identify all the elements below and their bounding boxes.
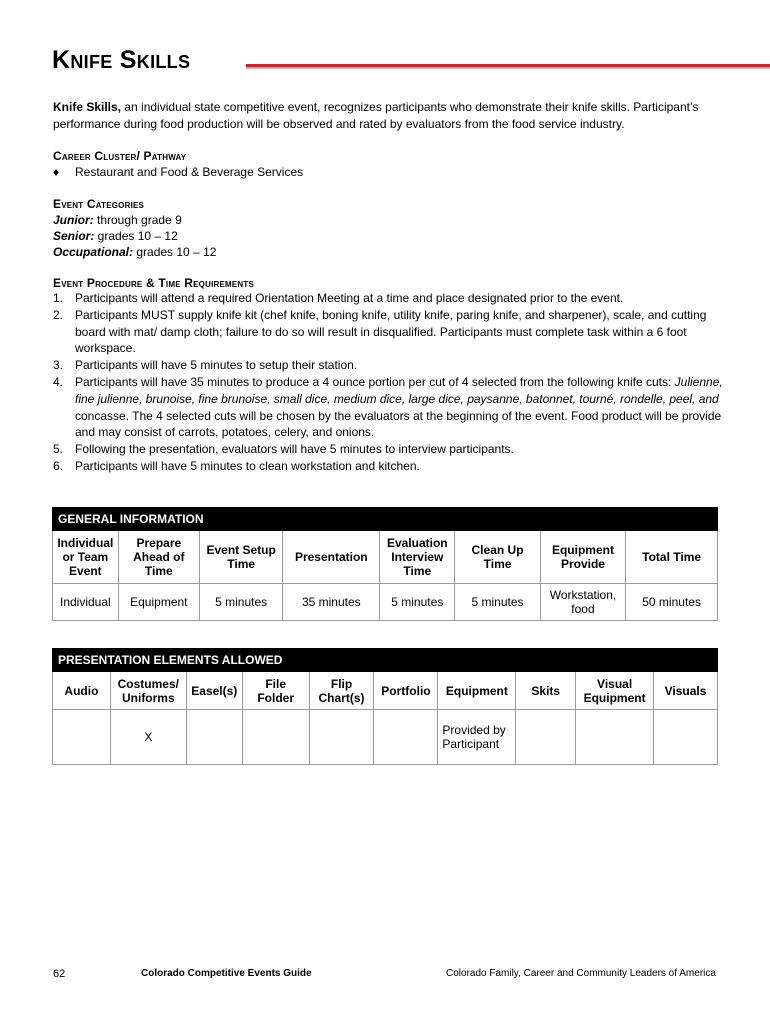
title-rule-shadow bbox=[246, 67, 770, 69]
table-cell bbox=[374, 710, 438, 765]
table-cell: 5 minutes bbox=[380, 584, 455, 621]
column-header: Evaluation Interview Time bbox=[380, 531, 455, 584]
column-header: Visuals bbox=[654, 672, 718, 710]
page-number: 62 bbox=[53, 968, 66, 980]
column-header: Equipment Provide bbox=[540, 531, 625, 584]
column-header: Presentation bbox=[283, 531, 380, 584]
career-item bbox=[53, 164, 303, 180]
title-rule bbox=[246, 64, 770, 67]
table-cell bbox=[53, 710, 111, 765]
column-header: Skits bbox=[516, 672, 576, 710]
career-item-text: Restaurant and Food & Beverage Services bbox=[75, 165, 304, 179]
table-cell: Individual bbox=[53, 584, 119, 621]
intro-bold: Knife Skills, bbox=[53, 100, 122, 114]
procedure-item: 1. Participants will attend a required Orientation Meeting at a time and place designated prior to the event. bbox=[53, 291, 624, 305]
column-header: Equipment bbox=[438, 672, 516, 710]
procedure-item: 3. Participants will have 5 minutes to setup their station. bbox=[53, 358, 358, 373]
categories-heading: Event Categories bbox=[53, 197, 145, 211]
category-junior: Junior: through grade 9 bbox=[53, 213, 182, 227]
procedure-item: 6. Participants will have 5 minutes to clean workstation and kitchen. bbox=[53, 458, 420, 473]
general-info-heading: GENERAL INFORMATION bbox=[53, 508, 718, 531]
table-cell bbox=[516, 710, 576, 765]
presentation-elements-table bbox=[52, 648, 718, 765]
intro-text: an individual state competitive event, recognizes participants who demonstrate their knife skills. Participant’s performance during food production will be observed and rated by evaluators from the food service industry. bbox=[53, 100, 699, 131]
column-header: File Folder bbox=[242, 672, 309, 710]
column-header: Easel(s) bbox=[186, 672, 242, 710]
diamond-bullet-icon: ♦ bbox=[53, 165, 60, 179]
table-cell bbox=[654, 710, 718, 765]
table-cell: 5 minutes bbox=[199, 584, 282, 621]
column-header: Visual Equipment bbox=[576, 672, 654, 710]
category-senior: Senior: grades 10 – 12 bbox=[53, 229, 178, 243]
column-header: Costumes/ Uniforms bbox=[110, 672, 186, 710]
page-title: Knife Skills bbox=[52, 46, 191, 74]
procedure-item: 5. Following the presentation, evaluators will have 5 minutes to interview participants. bbox=[53, 442, 514, 457]
table-cell bbox=[186, 710, 242, 765]
table-cell bbox=[309, 710, 374, 765]
table-cell: 50 minutes bbox=[626, 584, 718, 621]
procedure-item: 2. Participants MUST supply knife kit (chef knife, boning knife, utility knife, paring knife, and sharpener), scale, and cutting board with mat/ damp cloth; failure to do so will result in disqualified. Participants must complete task within a 6 foot workspace. bbox=[53, 307, 707, 356]
table-cell: X bbox=[110, 710, 186, 765]
table-cell: Equipment bbox=[118, 584, 199, 621]
table-cell bbox=[576, 710, 654, 765]
column-header: Clean Up Time bbox=[455, 531, 540, 584]
procedure-list bbox=[53, 290, 733, 475]
table-cell: Workstation, food bbox=[540, 584, 625, 621]
intro-paragraph bbox=[53, 99, 743, 133]
footer-organization: Colorado Family, Career and Community Leaders of America bbox=[446, 968, 716, 979]
column-header: Individual or Team Event bbox=[53, 531, 119, 584]
column-header: Flip Chart(s) bbox=[309, 672, 374, 710]
general-info-table bbox=[52, 507, 718, 621]
table-cell: Provided by Participant bbox=[438, 710, 516, 765]
career-heading: Career Cluster/ Pathway bbox=[53, 149, 187, 163]
column-header: Portfolio bbox=[374, 672, 438, 710]
column-header: Audio bbox=[53, 672, 111, 710]
column-header: Prepare Ahead of Time bbox=[118, 531, 199, 584]
table-cell bbox=[242, 710, 309, 765]
procedure-item: 4. Participants will have 35 minutes to produce a 4 ounce portion per cut of 4 selected from the following knife cuts: Julienne, fine julienne, brunoise, fine brunoise, small dice, medium dice, large dice, paysanne, batonnet, tourné, rondelle, peel, and concasse. The 4 selected cuts will be chosen by the evaluators at the beginning of the event. Food product will be provide and may consist of carrots, potatoes, celery, and onions. bbox=[53, 374, 723, 440]
table-cell: 35 minutes bbox=[283, 584, 380, 621]
column-header: Event Setup Time bbox=[199, 531, 282, 584]
procedure-heading: Event Procedure & Time Requirements bbox=[53, 276, 255, 290]
presentation-elements-heading: PRESENTATION ELEMENTS ALLOWED bbox=[53, 649, 718, 672]
column-header: Total Time bbox=[626, 531, 718, 584]
table-cell: 5 minutes bbox=[455, 584, 540, 621]
title-bar bbox=[52, 46, 736, 80]
footer-guide-title: Colorado Competitive Events Guide bbox=[141, 968, 312, 979]
category-occupational: Occupational: grades 10 – 12 bbox=[53, 245, 217, 259]
